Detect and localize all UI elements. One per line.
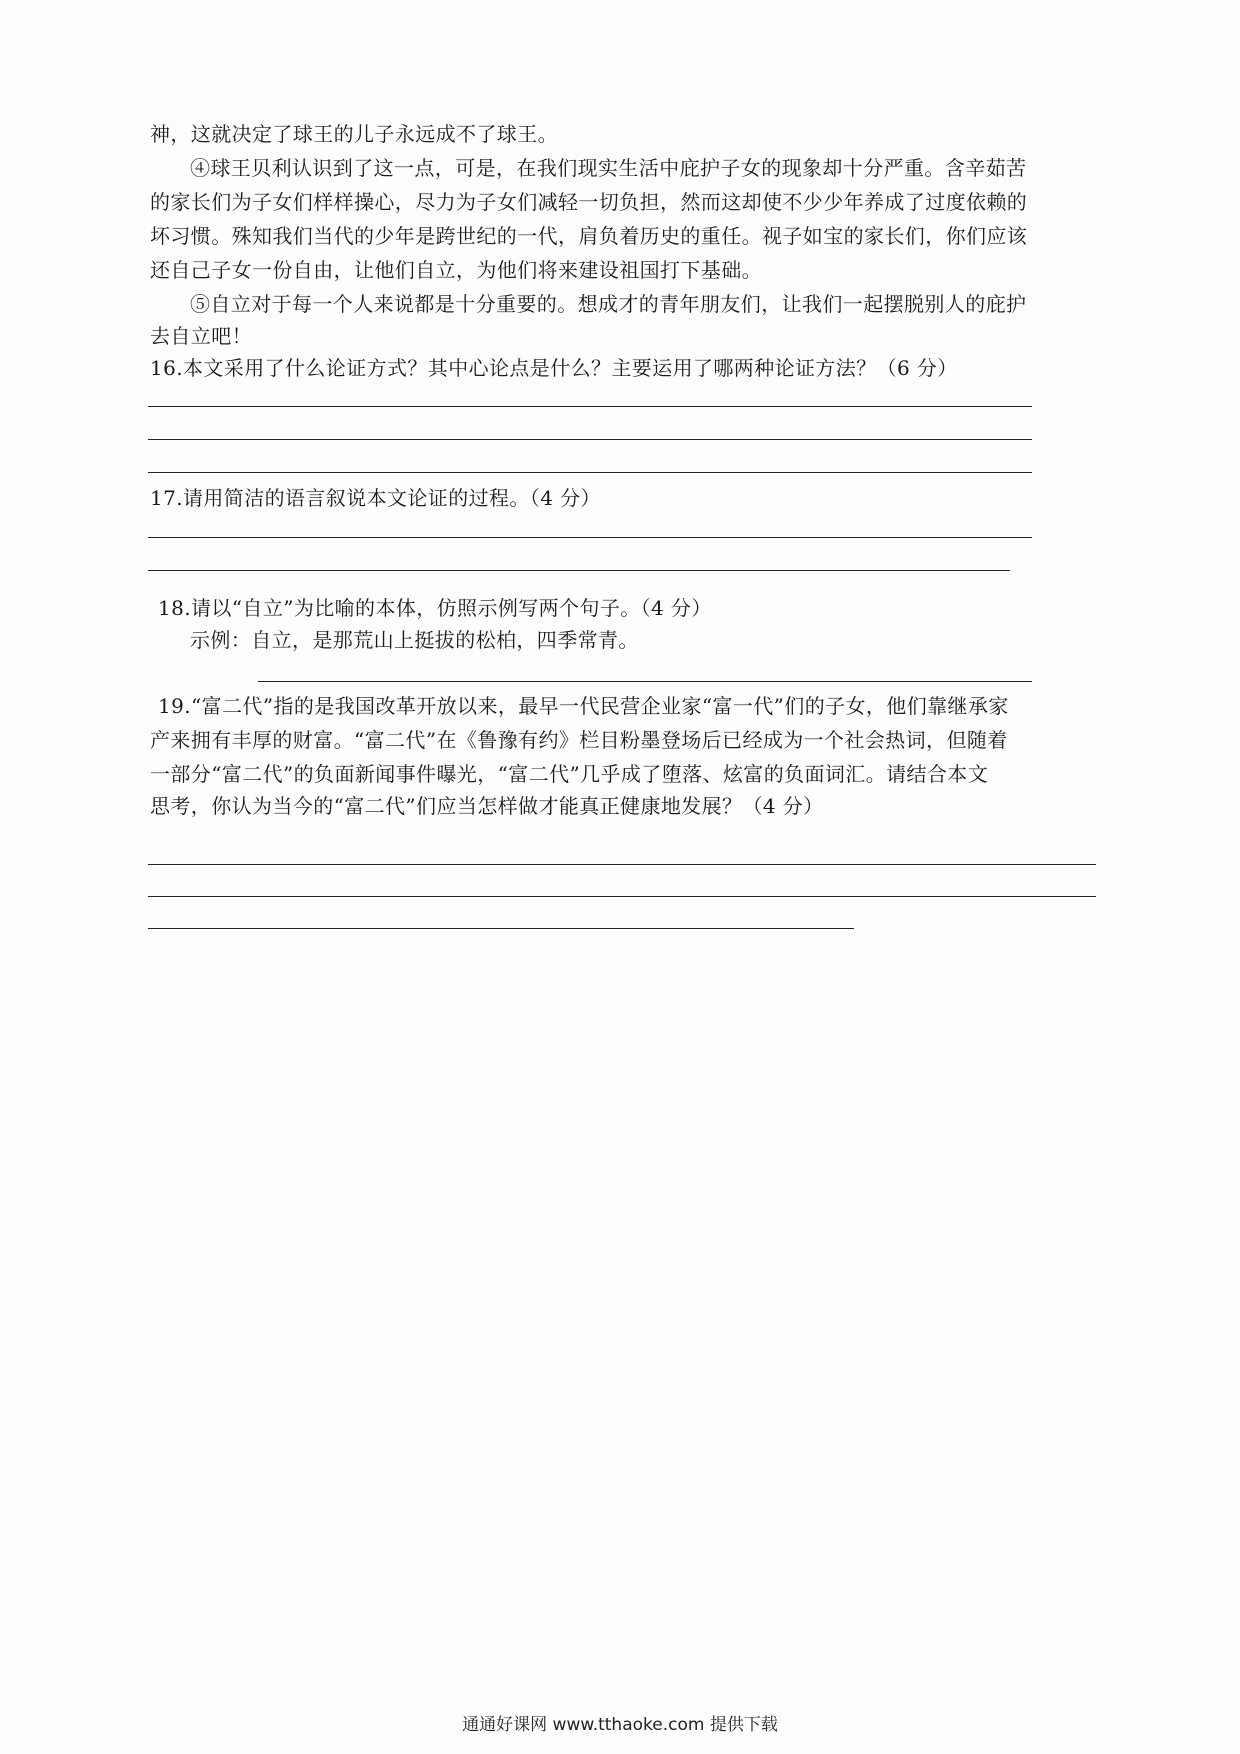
question-18: 18.请以“自立”为比喻的本体，仿照示例写两个句子。（4 分） — [158, 596, 712, 620]
passage-p5-line1: ⑤自立对于每一个人来说都是十分重要的。想成才的青年朋友们，让我们一起摆脱别人的庇护 — [190, 292, 1027, 316]
answer-line-17-2 — [148, 570, 1010, 571]
answer-line-16-1 — [148, 406, 1032, 407]
question-18-example: 示例：自立，是那荒山上挺拔的松柏，四季常青。 — [190, 628, 639, 652]
passage-p4-line2: 的家长们为子女们样样操心，尽力为子女们减轻一切负担，然而这却使不少少年养成了过度依赖的 — [150, 190, 1028, 214]
answer-line-19-3 — [148, 928, 854, 929]
passage-p5-line2: 去自立吧！ — [150, 324, 252, 348]
answer-line-16-3 — [148, 472, 1032, 473]
answer-line-18-1 — [258, 681, 1032, 682]
question-19-line1: 19.“富二代”指的是我国改革开放以来，最早一代民营企业家“富一代”们的子女，他们靠继承家 — [158, 694, 1009, 718]
passage-p3-tail: 神，这就决定了球王的儿子永远成不了球王。 — [150, 122, 558, 146]
passage-p4-line4: 还自己子女一份自由，让他们自立，为他们将来建设祖国打下基础。 — [150, 258, 762, 282]
answer-line-16-2 — [148, 439, 1032, 440]
question-19-line2: 产来拥有丰厚的财富。“富二代”在《鲁豫有约》栏目粉墨登场后已经成为一个社会热词，但随着 — [150, 728, 1008, 752]
question-19-line4: 思考，你认为当今的“富二代”们应当怎样做才能真正健康地发展？（4 分） — [150, 794, 824, 818]
question-17: 17.请用简洁的语言叙说本文论证的过程。（4 分） — [150, 486, 601, 510]
answer-line-19-2 — [148, 896, 1096, 897]
question-16: 16.本文采用了什么论证方式？其中心论点是什么？主要运用了哪两种论证方法？（6 分） — [150, 356, 958, 380]
question-19-line3: 一部分“富二代”的负面新闻事件曝光，“富二代”几乎成了堕落、炫富的负面词汇。请结合本文 — [150, 762, 989, 786]
answer-line-19-1 — [148, 864, 1096, 865]
passage-p4-line1: ④球王贝利认识到了这一点，可是，在我们现实生活中庇护子女的现象却十分严重。含辛茹苦 — [190, 156, 1027, 180]
passage-p4-line3: 坏习惯。殊知我们当代的少年是跨世纪的一代，肩负着历史的重任。视子如宝的家长们，你们应该 — [150, 224, 1028, 248]
footer-credit: 通通好课网 www.tthaoke.com 提供下载 — [462, 1715, 778, 1735]
answer-line-17-1 — [148, 537, 1032, 538]
